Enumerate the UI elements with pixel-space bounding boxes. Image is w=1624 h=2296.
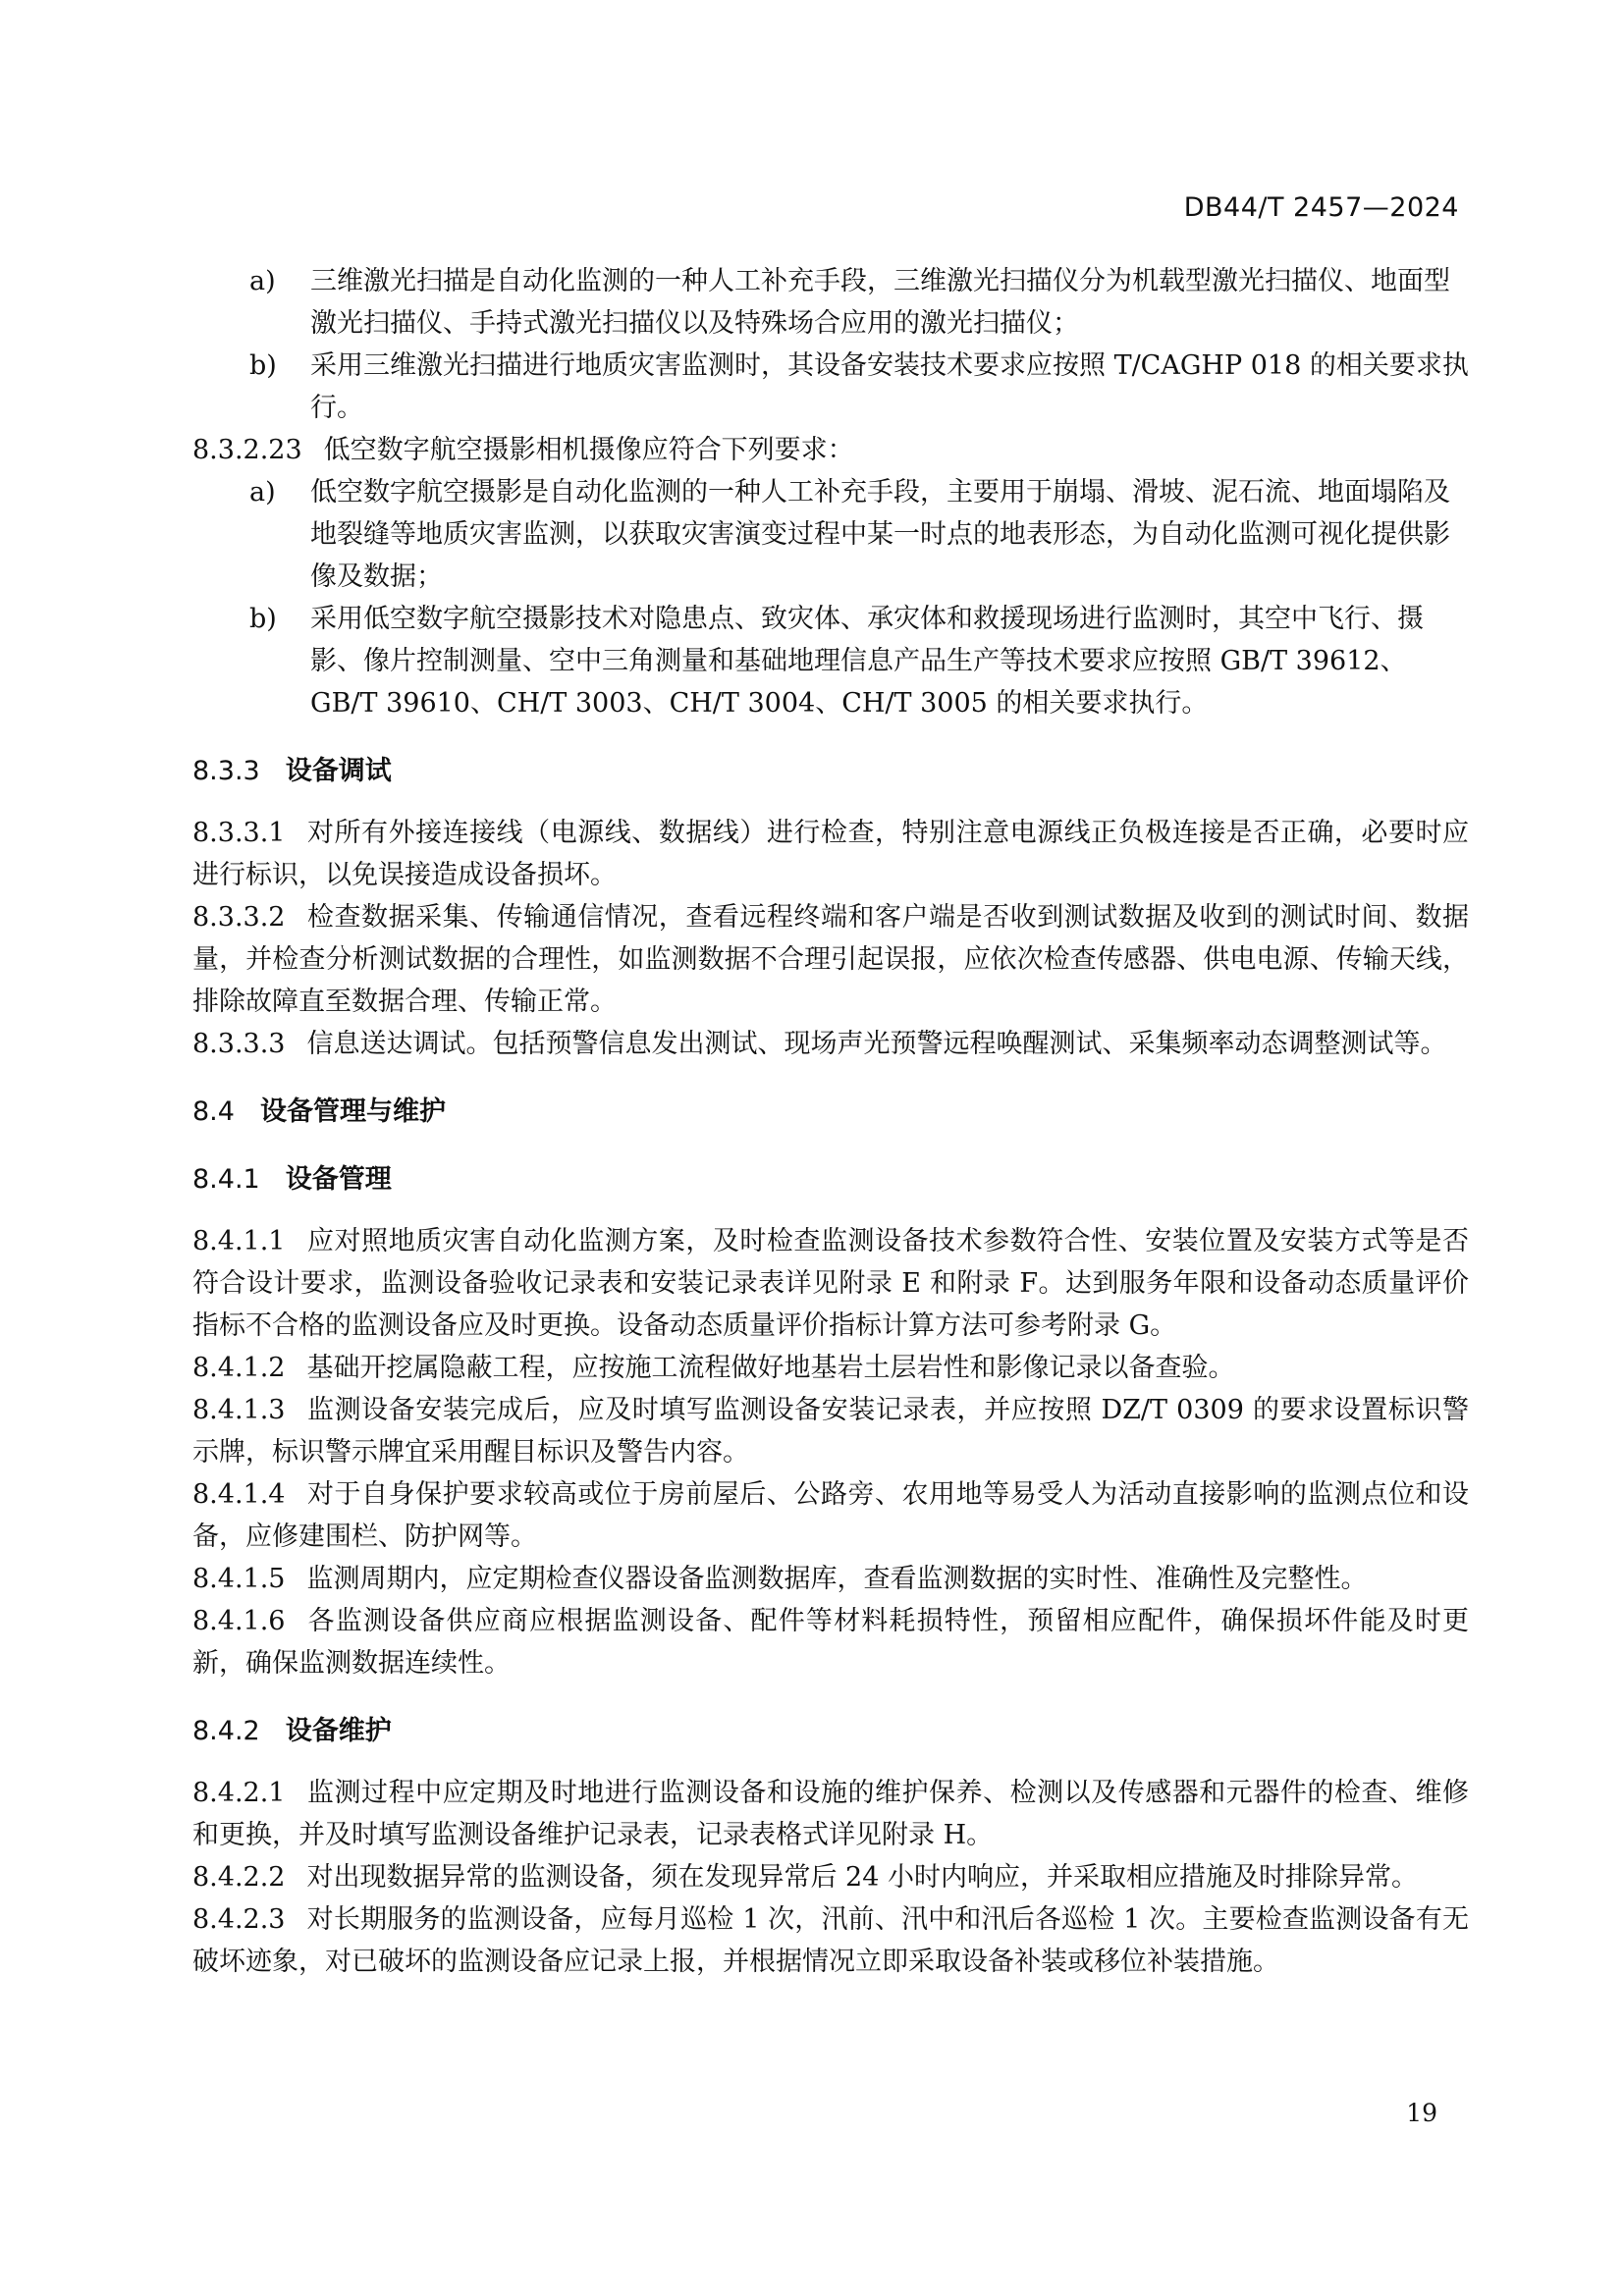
clause-paragraph — [192, 1558, 1469, 1600]
clause-number: 8.3.3.1 — [192, 818, 286, 848]
clause-text: 各监测设备供应商应根据监测设备、配件等材料耗损特性，预留相应配件，确保损坏件能及时更新，确保监测数据连续性。 — [192, 1606, 1469, 1679]
clause-number: 8.4.1.5 — [192, 1564, 286, 1594]
list-item-text: 三维激光扫描是自动化监测的一种人工补充手段，三维激光扫描仪分为机载型激光扫描仪、地面型激光扫描仪、手持式激光扫描仪以及特殊场合应用的激光扫描仪； — [310, 266, 1450, 339]
clause-paragraph — [192, 1856, 1469, 1898]
clause-number: 8.4.1.2 — [192, 1353, 286, 1383]
clause-text: 对长期服务的监测设备，应每月巡检 1 次，汛前、汛中和汛后各巡检 1 次。主要检查监测设备有无破坏迹象，对已破坏的监测设备应记录上报，并根据情况立即采取设备补装或移位补装措施。 — [192, 1904, 1469, 1977]
clause-number: 8.4.1.3 — [192, 1395, 286, 1425]
clause-text: 基础开挖属隐蔽工程，应按施工流程做好地基岩土层岩性和影像记录以备查验。 — [306, 1353, 1235, 1383]
heading-text: 设备维护 — [285, 1716, 392, 1746]
list-item — [192, 471, 1469, 598]
list-item — [192, 598, 1469, 724]
list-item-text: 采用低空数字航空摄影技术对隐患点、致灾体、承灾体和救援现场进行监测时，其空中飞行、摄影、像片控制测量、空中三角测量和基础地理信息产品生产等技术要求应按照 GB/T 39612、GB/T 39610、CH/T 3003、CH/T 3004、CH/T 3005 的相关要求执行。 — [310, 604, 1424, 719]
clause-number: 8.4.1 — [192, 1164, 260, 1195]
list-marker: a) — [249, 477, 276, 507]
section-heading — [192, 750, 1469, 792]
clause-paragraph — [192, 1772, 1469, 1856]
clause-text: 对所有外接连接线（电源线、数据线）进行检查，特别注意电源线正负极连接是否正确，必要时应进行标识，以免误接造成设备损坏。 — [192, 818, 1469, 890]
clause-number: 8.4.2.2 — [192, 1862, 286, 1893]
list-item-text: 低空数字航空摄影是自动化监测的一种人工补充手段，主要用于崩塌、滑坡、泥石流、地面塌陷及地裂缝等地质灾害监测，以获取灾害演变过程中某一时点的地表形态，为自动化监测可视化提供影像及数据； — [310, 477, 1450, 592]
section-heading — [192, 1710, 1469, 1752]
heading-text: 设备管理 — [285, 1164, 392, 1195]
clause-number: 8.4.2.1 — [192, 1778, 286, 1808]
clause-paragraph — [192, 429, 1469, 471]
clause-paragraph — [192, 896, 1469, 1023]
clause-number: 8.4.1.1 — [192, 1226, 286, 1256]
clause-number: 8.3.2.23 — [192, 435, 302, 465]
list-item — [192, 260, 1469, 345]
clause-text: 应对照地质灾害自动化监测方案，及时检查监测设备技术参数符合性、安装位置及安装方式等是否符合设计要求，监测设备验收记录表和安装记录表详见附录 E 和附录 F。达到服务年限和设备动态质量评价指标不合格的监测设备应及时更换。设备动态质量评价指标计算方法可参考附录 G。 — [192, 1226, 1469, 1341]
section-heading — [192, 1158, 1469, 1201]
list-marker: b) — [249, 350, 277, 381]
clause-number: 8.3.3.2 — [192, 902, 286, 933]
clause-text: 信息送达调试。包括预警信息发出测试、现场声光预警远程唤醒测试、采集频率动态调整测试等。 — [306, 1029, 1447, 1059]
heading-text: 设备调试 — [285, 756, 392, 786]
heading-text: 设备管理与维护 — [259, 1096, 446, 1127]
document-code: DB44/T 2457—2024 — [1183, 192, 1459, 223]
list-marker: b) — [249, 604, 277, 634]
clause-number: 8.4.2 — [192, 1716, 260, 1746]
page-number: 19 — [1406, 2099, 1437, 2127]
clause-number: 8.4 — [192, 1096, 235, 1127]
section-heading — [192, 1091, 1469, 1133]
clause-paragraph — [192, 1898, 1469, 1983]
clause-number: 8.3.3 — [192, 756, 260, 786]
list-marker: a) — [249, 266, 276, 296]
clause-number: 8.4.1.6 — [192, 1606, 286, 1636]
clause-paragraph — [192, 1220, 1469, 1347]
clause-text: 低空数字航空摄影相机摄像应符合下列要求： — [323, 435, 854, 465]
clause-number: 8.4.2.3 — [192, 1904, 286, 1935]
list-item — [192, 345, 1469, 429]
clause-text: 监测周期内，应定期检查仪器设备监测数据库，查看监测数据的实时性、准确性及完整性。 — [306, 1564, 1368, 1594]
clause-paragraph — [192, 1023, 1469, 1065]
clause-text: 检查数据采集、传输通信情况，查看远程终端和客户端是否收到测试数据及收到的测试时间、数据量，并检查分析测试数据的合理性，如监测数据不合理引起误报，应依次检查传感器、供电电源、传输天线，排除故障直至数据合理、传输正常。 — [192, 902, 1469, 1017]
clause-text: 对于自身保护要求较高或位于房前屋后、公路旁、农用地等易受人为活动直接影响的监测点位和设备，应修建围栏、防护网等。 — [192, 1479, 1469, 1552]
clause-paragraph — [192, 1473, 1469, 1558]
clause-paragraph — [192, 1347, 1469, 1389]
clause-text: 监测过程中应定期及时地进行监测设备和设施的维护保养、检测以及传感器和元器件的检查、维修和更换，并及时填写监测设备维护记录表，记录表格式详见附录 H。 — [192, 1778, 1469, 1850]
clause-paragraph — [192, 1600, 1469, 1684]
document-body — [192, 260, 1469, 1983]
clause-text: 对出现数据异常的监测设备，须在发现异常后 24 小时内响应，并采取相应措施及时排除异常。 — [306, 1862, 1418, 1893]
clause-paragraph — [192, 1389, 1469, 1473]
list-item-text: 采用三维激光扫描进行地质灾害监测时，其设备安装技术要求应按照 T/CAGHP 018 的相关要求执行。 — [310, 350, 1469, 423]
clause-text: 监测设备安装完成后，应及时填写监测设备安装记录表，并应按照 DZ/T 0309 的要求设置标识警示牌，标识警示牌宜采用醒目标识及警告内容。 — [192, 1395, 1469, 1468]
clause-paragraph — [192, 812, 1469, 896]
clause-number: 8.4.1.4 — [192, 1479, 286, 1510]
clause-number: 8.3.3.3 — [192, 1029, 286, 1059]
